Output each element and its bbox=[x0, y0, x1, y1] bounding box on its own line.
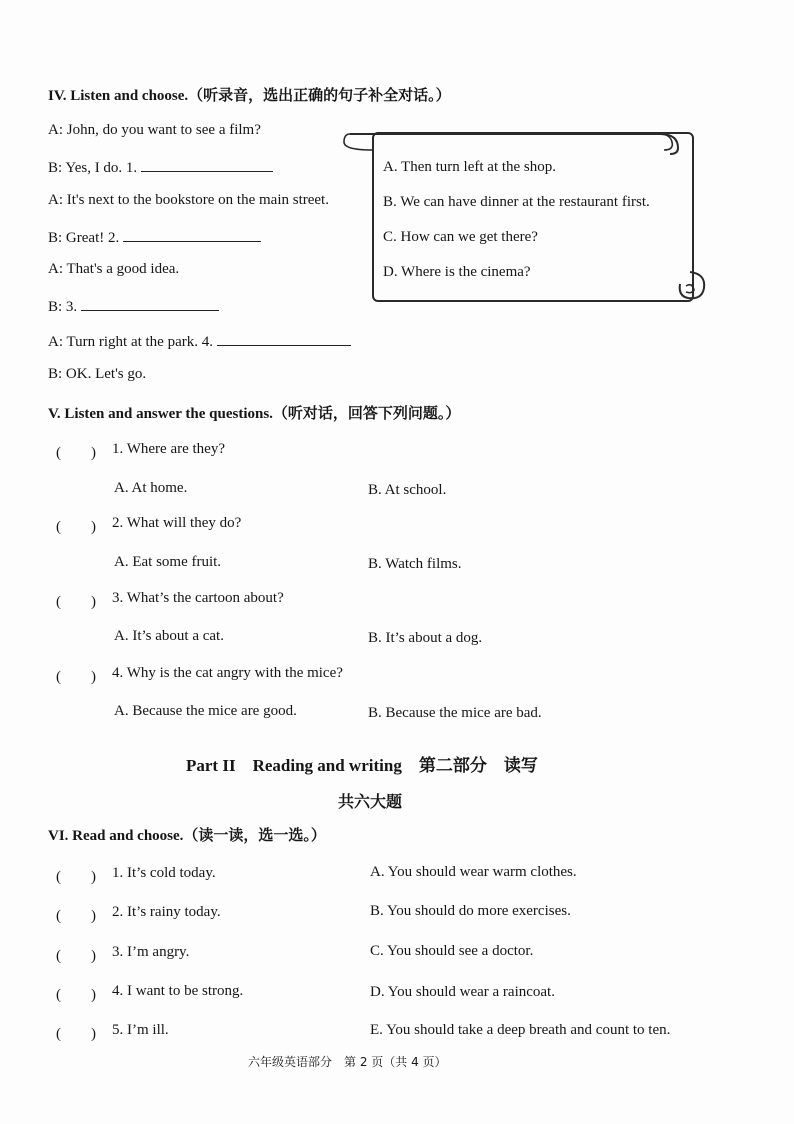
answer-paren-vi4[interactable]: ( ) bbox=[56, 987, 96, 1003]
question-v2-option-a: A. Eat some fruit. bbox=[114, 554, 222, 570]
dialogue-line-4 bbox=[48, 227, 261, 247]
dialogue-line-8: B: OK. Let's go. bbox=[48, 366, 147, 382]
option-c: C. How can we get there? bbox=[383, 229, 538, 245]
answer-paren-vi5[interactable]: ( ) bbox=[56, 1026, 96, 1042]
question-v3-option-a: A. It’s about a cat. bbox=[114, 628, 224, 644]
choice-vi-e: E. You should take a deep breath and count to ten. bbox=[370, 1022, 671, 1038]
choice-vi-b: B. You should do more exercises. bbox=[370, 903, 571, 919]
option-d: D. Where is the cinema? bbox=[383, 264, 531, 280]
dialogue-line-1: A: John, do you want to see a film? bbox=[48, 122, 261, 138]
question-v3-option-b: B. It’s about a dog. bbox=[368, 630, 483, 646]
answer-blank-3[interactable] bbox=[81, 296, 219, 311]
section-vi-title: VI. Read and choose.（读一读，选一选。） bbox=[48, 828, 326, 844]
dialogue-line-6 bbox=[48, 296, 219, 316]
question-v2: 2. What will they do? bbox=[112, 515, 242, 531]
dialogue-line-3: A: It's next to the bookstore on the main street. bbox=[48, 192, 329, 208]
statement-vi2: 2. It’s rainy today. bbox=[112, 904, 221, 920]
dialogue-line-5: A: That's a good idea. bbox=[48, 261, 180, 277]
answer-blank-2[interactable] bbox=[123, 227, 261, 242]
question-v3: 3. What’s the cartoon about? bbox=[112, 590, 284, 606]
choice-vi-a: A. You should wear warm clothes. bbox=[370, 864, 577, 880]
scroll-decoration-icon bbox=[340, 124, 712, 310]
dialogue-line-7 bbox=[48, 331, 351, 351]
choice-vi-c: C. You should see a doctor. bbox=[370, 943, 534, 959]
question-v2-option-b: B. Watch films. bbox=[368, 556, 462, 572]
page-footer: 六年级英语部分 第 2 页（共 4 页） bbox=[248, 1055, 447, 1069]
statement-vi5: 5. I’m ill. bbox=[112, 1022, 169, 1038]
question-v4-option-a: A. Because the mice are good. bbox=[114, 703, 297, 719]
statement-vi4: 4. I want to be strong. bbox=[112, 983, 244, 999]
section-iv-title: IV. Listen and choose.（听录音，选出正确的句子补全对话。） bbox=[48, 88, 451, 104]
answer-paren-v1[interactable]: ( ) bbox=[56, 445, 96, 461]
answer-blank-1[interactable] bbox=[141, 157, 273, 172]
question-v1-option-a: A. At home. bbox=[114, 480, 188, 496]
dialogue-line-2-text: B: Yes, I do. 1. bbox=[48, 160, 138, 176]
question-v1: 1. Where are they? bbox=[112, 441, 225, 457]
answer-blank-4[interactable] bbox=[217, 331, 351, 346]
question-v1-option-b: B. At school. bbox=[368, 482, 447, 498]
answer-paren-v4[interactable]: ( ) bbox=[56, 669, 96, 685]
option-b: B. We can have dinner at the restaurant first. bbox=[383, 194, 650, 210]
answer-paren-vi2[interactable]: ( ) bbox=[56, 908, 96, 924]
answer-paren-v3[interactable]: ( ) bbox=[56, 594, 96, 610]
dialogue-line-4-text: B: Great! 2. bbox=[48, 230, 120, 246]
dialogue-line-2 bbox=[48, 157, 273, 177]
statement-vi3: 3. I’m angry. bbox=[112, 944, 190, 960]
part-ii-title: Part II Reading and writing 第二部分 读写 bbox=[186, 756, 538, 775]
answer-paren-v2[interactable]: ( ) bbox=[56, 519, 96, 535]
question-v4-option-b: B. Because the mice are bad. bbox=[368, 705, 542, 721]
answer-paren-vi1[interactable]: ( ) bbox=[56, 869, 96, 885]
statement-vi1: 1. It’s cold today. bbox=[112, 865, 216, 881]
section-v-title: V. Listen and answer the questions.（听对话，回答下列问题。） bbox=[48, 406, 461, 422]
question-v4: 4. Why is the cat angry with the mice? bbox=[112, 665, 343, 681]
option-a: A. Then turn left at the shop. bbox=[383, 159, 557, 175]
dialogue-line-6-text: B: 3. bbox=[48, 299, 78, 315]
answer-paren-vi3[interactable]: ( ) bbox=[56, 948, 96, 964]
dialogue-line-7-text: A: Turn right at the park. 4. bbox=[48, 334, 213, 350]
choice-vi-d: D. You should wear a raincoat. bbox=[370, 984, 555, 1000]
part-ii-subtitle: 共六大题 bbox=[338, 794, 403, 811]
